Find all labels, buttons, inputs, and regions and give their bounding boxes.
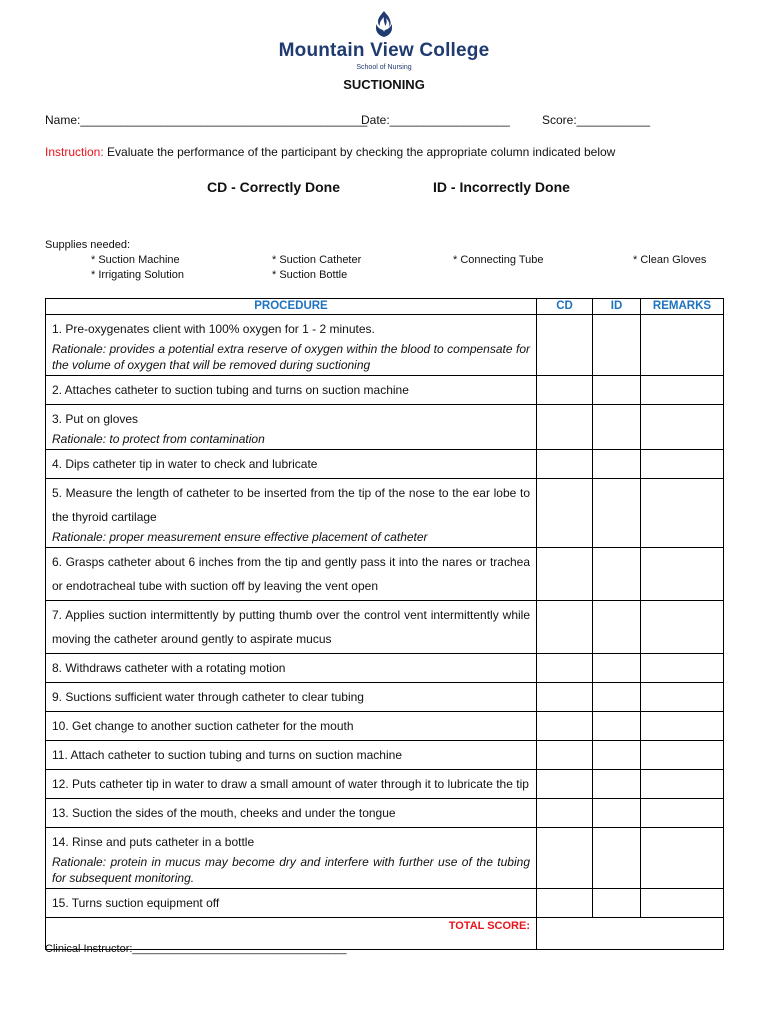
remarks-cell[interactable] [641,889,724,918]
table-header-row [46,299,724,315]
table-row [46,654,724,683]
remarks-cell[interactable] [641,601,724,654]
document-title: SUCTIONING [343,77,425,92]
procedure-cell [46,405,537,450]
remarks-cell[interactable] [641,376,724,405]
id-checkbox-cell[interactable] [593,479,641,548]
procedure-body [46,315,724,950]
table-row [46,799,724,828]
remarks-cell[interactable] [641,405,724,450]
procedure-cell [46,683,537,712]
procedure-step: 6. Grasps catheter about 6 inches from the tip and gently pass it into the nares or trachea or endotracheal tube with suction off by leaving the vent open [52,555,530,593]
college-logo [0,10,768,43]
college-name: Mountain View College [278,40,490,61]
date-field[interactable]: Date:__________________ [361,113,510,127]
id-checkbox-cell[interactable] [593,376,641,405]
clinical-instructor-field[interactable]: Clinical Instructor:___________________________________ [45,943,347,955]
table-row [46,828,724,889]
remarks-cell[interactable] [641,741,724,770]
header-id: ID [593,299,641,315]
table-row [46,376,724,405]
supply-item: * Suction Bottle [272,269,348,281]
name-field[interactable]: Name:___________________________________________ [45,113,368,127]
remarks-cell[interactable] [641,712,724,741]
supplies-heading: Supplies needed: [45,239,131,251]
table-row [46,315,724,376]
cd-checkbox-cell[interactable] [537,741,593,770]
score-field[interactable]: Score:___________ [542,113,651,127]
instruction [45,145,615,159]
procedure-step: 7. Applies suction intermittently by putting thumb over the control vent intermittently while moving the catheter around gently to aspirate mucus [52,608,530,646]
remarks-cell[interactable] [641,315,724,376]
instruction-label: Instruction: [45,145,104,159]
cd-checkbox-cell[interactable] [537,479,593,548]
cd-checkbox-cell[interactable] [537,654,593,683]
cd-checkbox-cell[interactable] [537,828,593,889]
procedure-cell [46,741,537,770]
supply-item: * Clean Gloves [633,254,707,266]
table-row [46,712,724,741]
id-checkbox-cell[interactable] [593,828,641,889]
id-checkbox-cell[interactable] [593,450,641,479]
id-checkbox-cell[interactable] [593,654,641,683]
procedure-step: 1. Pre-oxygenates client with 100% oxygen for 1 - 2 minutes. [52,322,375,336]
header-procedure: PROCEDURE [46,299,537,315]
procedure-cell [46,315,537,376]
procedure-step: 12. Puts catheter tip in water to draw a small amount of water through it to lubricate the tip [52,777,529,791]
total-score-value[interactable] [537,918,724,950]
cd-checkbox-cell[interactable] [537,683,593,712]
procedure-cell [46,889,537,918]
id-checkbox-cell[interactable] [593,405,641,450]
school-name: School of Nursing [356,64,412,71]
legend-id: ID - Incorrectly Done [433,179,570,195]
procedure-cell [46,601,537,654]
header-cd: CD [537,299,593,315]
procedure-step: 3. Put on gloves [52,412,139,426]
procedure-cell [46,799,537,828]
table-row [46,601,724,654]
legend-cd: CD - Correctly Done [207,179,341,195]
cd-checkbox-cell[interactable] [537,548,593,601]
procedure-cell [46,828,537,889]
remarks-cell[interactable] [641,548,724,601]
procedure-step: 15. Turns suction equipment off [52,896,220,910]
supply-item: * Connecting Tube [453,254,544,266]
cd-checkbox-cell[interactable] [537,712,593,741]
table-row [46,479,724,548]
remarks-cell[interactable] [641,654,724,683]
procedure-step: 4. Dips catheter tip in water to check and lubricate [52,457,318,471]
procedure-cell [46,548,537,601]
instruction-text: Evaluate the performance of the participant by checking the appropriate column indicated below [103,145,616,159]
procedure-step: 9. Suctions sufficient water through catheter to clear tubing [52,690,364,704]
remarks-cell[interactable] [641,799,724,828]
id-checkbox-cell[interactable] [593,889,641,918]
procedure-rationale: Rationale: to protect from contamination [52,432,265,446]
remarks-cell[interactable] [641,683,724,712]
procedure-cell [46,712,537,741]
procedure-rationale: Rationale: protein in mucus may become dry and interfere with further use of the tubing for subsequent monitoring. [52,855,530,885]
procedure-cell [46,376,537,405]
id-checkbox-cell[interactable] [593,799,641,828]
table-row [46,770,724,799]
id-checkbox-cell[interactable] [593,712,641,741]
procedure-rationale: Rationale: provides a potential extra reserve of oxygen within the blood to compensate for the volume of oxygen that will be removed during suctioning [52,342,530,372]
procedure-step: 10. Get change to another suction catheter for the mouth [52,719,354,733]
procedure-step: 11. Attach catheter to suction tubing and turns on suction machine [52,748,402,762]
procedure-cell [46,654,537,683]
cd-checkbox-cell[interactable] [537,315,593,376]
cd-checkbox-cell[interactable] [537,889,593,918]
procedure-cell [46,450,537,479]
procedure-rationale: Rationale: proper measurement ensure effective placement of catheter [52,530,428,544]
id-checkbox-cell[interactable] [593,601,641,654]
id-checkbox-cell[interactable] [593,741,641,770]
remarks-cell[interactable] [641,479,724,548]
cd-checkbox-cell[interactable] [537,770,593,799]
cd-checkbox-cell[interactable] [537,799,593,828]
id-checkbox-cell[interactable] [593,548,641,601]
remarks-cell[interactable] [641,770,724,799]
procedure-step: 8. Withdraws catheter with a rotating motion [52,661,286,675]
total-score-label: TOTAL SCORE: [46,918,537,950]
procedure-step: 2. Attaches catheter to suction tubing and turns on suction machine [52,383,409,397]
cd-checkbox-cell[interactable] [537,601,593,654]
remarks-cell[interactable] [641,450,724,479]
supply-item: * Suction Catheter [272,254,362,266]
shield-flame-icon [373,10,395,38]
table-row [46,548,724,601]
procedure-cell [46,479,537,548]
cd-checkbox-cell[interactable] [537,376,593,405]
cd-checkbox-cell[interactable] [537,405,593,450]
table-row [46,405,724,450]
supply-item: * Suction Machine [91,254,180,266]
id-checkbox-cell[interactable] [593,683,641,712]
procedure-step: 5. Measure the length of catheter to be inserted from the tip of the nose to the ear lobe to the thyroid cartilage [52,486,530,524]
table-row [46,741,724,770]
table-row [46,889,724,918]
supply-item: * Irrigating Solution [91,269,184,281]
procedure-table [45,298,724,950]
id-checkbox-cell[interactable] [593,315,641,376]
id-checkbox-cell[interactable] [593,770,641,799]
cd-checkbox-cell[interactable] [537,450,593,479]
header-remarks: REMARKS [641,299,724,315]
procedure-step: 14. Rinse and puts catheter in a bottle [52,835,255,849]
procedure-step: 13. Suction the sides of the mouth, cheeks and under the tongue [52,806,396,820]
table-row [46,450,724,479]
table-row [46,683,724,712]
procedure-cell [46,770,537,799]
remarks-cell[interactable] [641,828,724,889]
